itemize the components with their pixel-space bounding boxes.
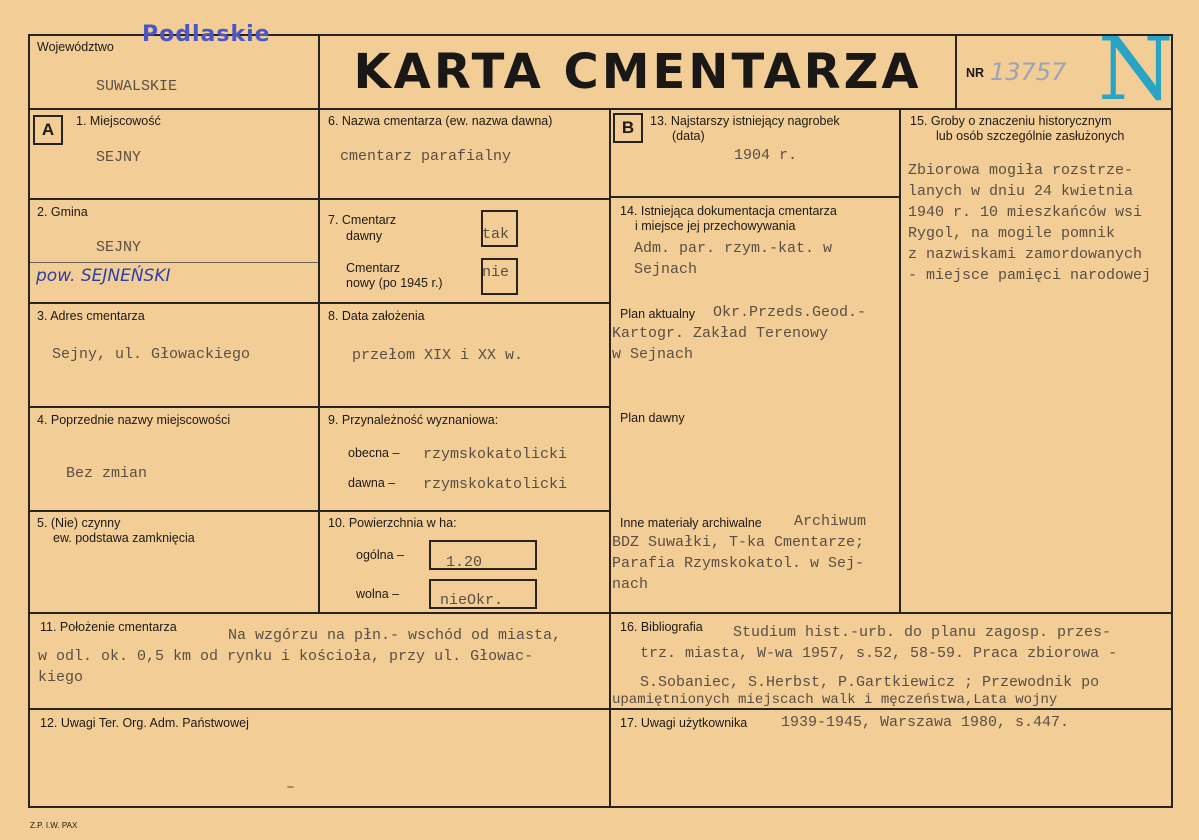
- field-1-label: 1. Miejscowość: [76, 114, 161, 128]
- field-15-label-1: 15. Groby o znaczeniu historycznym: [910, 114, 1112, 128]
- field-14-label-2: i miejsce jej przechowywania: [635, 219, 796, 233]
- field-7-dawny-label-1: 7. Cmentarz: [328, 213, 397, 227]
- border-left: [28, 34, 30, 808]
- field-14-label-1: 14. Istniejąca dokumentacja cmentarza: [620, 204, 837, 218]
- inne-line-4: nach: [612, 576, 649, 593]
- field-7-dawny-label-2: dawny: [346, 229, 383, 243]
- wojewodztwo-label: Województwo: [37, 40, 114, 54]
- field-8-label: 8. Data założenia: [328, 309, 425, 323]
- field-11-line-1: Na wzgórzu na płn.- wschód od miasta,: [228, 627, 562, 644]
- field-13-value: 1904 r.: [734, 147, 798, 164]
- plan-aktualny-label: Plan aktualny: [620, 307, 696, 321]
- field-1-value: SEJNY: [96, 149, 142, 166]
- field-3-value: Sejny, ul. Głowackiego: [52, 346, 251, 363]
- field-6-label: 6. Nazwa cmentarza (ew. nazwa dawna): [328, 114, 553, 128]
- field-13-label-2: (data): [672, 129, 705, 143]
- inne-materialy-label: Inne materiały archiwalne: [620, 516, 762, 530]
- field-14-line-2: Sejnach: [634, 261, 698, 278]
- plan-dawny-label: Plan dawny: [620, 411, 685, 425]
- marker-letter: N: [1098, 20, 1174, 120]
- field-8-value: przełom XIX i XX w.: [352, 347, 524, 364]
- field-4-value: Bez zmian: [66, 465, 148, 482]
- field-3-label: 3. Adres cmentarza: [37, 309, 145, 323]
- field-15-label-2: lub osób szczególnie zasłużonych: [936, 129, 1125, 143]
- row-a3: [28, 406, 610, 408]
- nr-label: NR: [966, 66, 985, 80]
- field-7-nowy-value: nie: [482, 264, 510, 281]
- field-15-line-1: Zbiorowa mogiła rozstrze-: [908, 162, 1134, 179]
- field-6-value: cmentarz parafialny: [340, 148, 512, 165]
- field-10-wolna-label: wolna –: [356, 587, 400, 601]
- field-12-value: –: [286, 779, 296, 796]
- field-7-dawny-value: tak: [482, 226, 510, 243]
- row-b1: [609, 196, 901, 198]
- row-main: [28, 612, 1173, 614]
- header-col2: [955, 34, 957, 110]
- row-a4: [28, 510, 610, 512]
- printer-imprint: Z.P. I.W. PAX: [30, 821, 78, 830]
- field-15-line-4: Rygol, na mogile pomnik: [908, 225, 1116, 242]
- row-a1: [28, 198, 610, 200]
- plan-aktualny-line-1: Okr.Przeds.Geod.-: [713, 304, 867, 321]
- nr-value: 13757: [990, 58, 1067, 86]
- field-9-obecna-value: rzymskokatolicki: [423, 446, 568, 463]
- field-2-value: SEJNY: [96, 239, 142, 256]
- field-9-dawna-label: dawna –: [348, 476, 396, 490]
- field-9-label: 9. Przynależność wyznaniowa:: [328, 413, 499, 427]
- field-11-label: 11. Położenie cmentarza: [40, 620, 177, 634]
- row-a2: [28, 302, 610, 304]
- field-16-line-1: Studium hist.-urb. do planu zagosp. przes-: [733, 624, 1112, 641]
- field-10-ogolna-label: ogólna –: [356, 548, 404, 562]
- gmina-underline: [30, 262, 318, 263]
- field-5-label-2: ew. podstawa zamknięcia: [53, 531, 195, 545]
- field-12-label: 12. Uwagi Ter. Org. Adm. Państwowej: [40, 716, 249, 730]
- inne-line-2: BDZ Suwałki, T-ka Cmentarze;: [612, 534, 865, 551]
- wojewodztwo-stamp: Podlaskie: [142, 22, 271, 47]
- header-divider: [28, 108, 1173, 110]
- field-16-line-2: trz. miasta, W-wa 1957, s.52, 58-59. Praca zbiorowa -: [640, 645, 1118, 662]
- plan-aktualny-line-3: w Sejnach: [612, 346, 694, 363]
- field-16-label: 16. Bibliografia: [620, 620, 703, 634]
- plan-aktualny-line-2: Kartogr. Zakład Terenowy: [612, 325, 829, 342]
- wojewodztwo-value: SUWALSKIE: [96, 78, 178, 95]
- field-17-value: 1939-1945, Warszawa 1980, s.447.: [781, 714, 1070, 731]
- field-2-handwritten: pow. SEJNEŃSKI: [36, 266, 171, 286]
- field-11-line-3: kiego: [38, 669, 84, 686]
- inne-line-3: Parafia Rzymskokatol. w Sej-: [612, 555, 865, 572]
- section-a-badge: A: [33, 115, 63, 145]
- field-17-label: 17. Uwagi użytkownika: [620, 716, 748, 730]
- col-b: [609, 108, 611, 808]
- section-b-badge: B: [613, 113, 643, 143]
- card-title: KARTA CMENTARZA: [353, 44, 922, 100]
- field-5-label-1: 5. (Nie) czynny: [37, 516, 121, 530]
- col-c: [899, 108, 901, 613]
- field-2-label: 2. Gmina: [37, 205, 88, 219]
- inne-line-1: Archiwum: [794, 513, 867, 530]
- field-9-obecna-label: obecna –: [348, 446, 400, 460]
- col-a: [318, 108, 320, 613]
- field-15-line-2: lanych w dniu 24 kwietnia: [908, 183, 1134, 200]
- field-15-line-3: 1940 r. 10 mieszkańców wsi: [908, 204, 1143, 221]
- field-13-label-1: 13. Najstarszy istniejący nagrobek: [650, 114, 840, 128]
- field-11-line-2: w odl. ok. 0,5 km od rynku i kościoła, przy ul. Głowac-: [38, 648, 534, 665]
- field-16-line-4: upamiętnionych miejscach walk i męczeństwa,Lata wojny: [612, 692, 1058, 708]
- border-right: [1171, 34, 1173, 808]
- field-15-line-5: z nazwiskami zamordowanych: [908, 246, 1143, 263]
- field-10-label: 10. Powierzchnia w ha:: [328, 516, 457, 530]
- border-bottom: [28, 806, 1173, 808]
- field-7-nowy-label-1: Cmentarz: [346, 261, 401, 275]
- field-10-wolna-value: nieOkr.: [440, 592, 504, 609]
- field-10-ogolna-value: 1.20: [446, 554, 483, 571]
- field-4-label: 4. Poprzednie nazwy miejscowości: [37, 413, 231, 427]
- field-14-line-1: Adm. par. rzym.-kat. w: [634, 240, 833, 257]
- field-15-line-6: - miejsce pamięci narodowej: [908, 267, 1152, 284]
- field-9-dawna-value: rzymskokatolicki: [423, 476, 568, 493]
- field-16-line-3: S.Sobaniec, S.Herbst, P.Gartkiewicz ; Przewodnik po: [640, 674, 1100, 691]
- field-7-nowy-label-2: nowy (po 1945 r.): [346, 276, 443, 290]
